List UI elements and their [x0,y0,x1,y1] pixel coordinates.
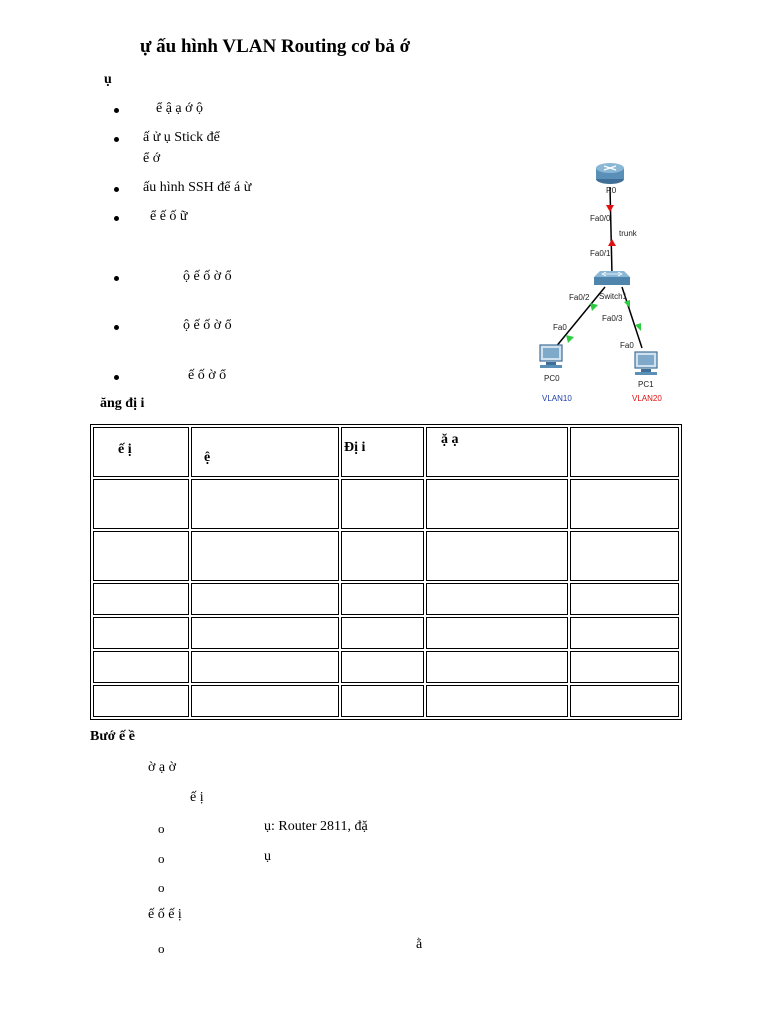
pc0-label: PC0 [544,374,560,383]
circle-bullet: o [158,851,165,866]
step-line: ế ị [190,790,204,805]
bullet-dot [114,108,119,113]
switch-right-port-status-icon [624,300,630,308]
addressing-table [90,424,682,720]
objective-item: ộ ế ố ờ ổ [183,318,232,333]
switch-label: Switch1 [599,292,628,301]
table-row [93,479,679,529]
vlan10-label: VLAN10 [542,394,572,403]
objective-item: ể ậ ạ ớ ộ [156,101,204,116]
router-switch-link [610,187,612,275]
pc1-icon [635,352,657,375]
bullet-dot [114,137,119,142]
bullet-dot [114,276,119,281]
step-heading: Bướ ế ề [90,729,135,744]
circle-bullet: o [158,941,165,956]
router-port-label: Fa0/0 [590,214,611,223]
bullet-dot [114,375,119,380]
bullet-dot [114,216,119,221]
table-header-cell: Đị i [341,427,424,477]
circle-bullet: o [158,821,165,836]
router-icon [596,163,624,184]
bullet-dot [114,187,119,192]
switch-uplink-label: Fa0/1 [590,249,611,258]
objective-item: ể ế ố ữ [150,209,188,224]
router-label: R0 [606,186,617,195]
router-port-status-icon [606,205,614,212]
bullet-dot [114,325,119,330]
objective-item: ấu hình SSH để á ừ [143,180,252,195]
table-header-cell [570,427,679,477]
objective-item: ể ớ [143,151,161,166]
table-header-row [93,427,679,477]
table-row [93,583,679,615]
table-header-cell: ế ị [93,427,189,477]
switch-left-port-label: Fa0/2 [569,293,590,302]
document-title: ự ấu hình VLAN Routing cơ bả ớ [140,36,411,57]
step-line: ụ [264,849,271,864]
table-header-cell: ệ [191,427,339,477]
objective-item: ộ ế ố ờ ổ [183,269,232,284]
switch-right-port-label: Fa0/3 [602,314,623,323]
step-line: ế ố ế ị [148,907,182,922]
circle-bullet: o [158,880,165,895]
table-row [93,685,679,717]
pc1-label: PC1 [638,380,654,389]
pc0-port-label: Fa0 [553,323,567,332]
pc0-icon [540,345,562,368]
objective-item: ấ ử ụ Stick để [143,130,220,145]
step-line: ằ [416,937,423,952]
table-heading: ăng đị i [100,396,145,411]
step-line: ụ: Router 2811, đặ [264,819,368,834]
vlan20-label: VLAN20 [632,394,662,403]
switch-uplink-status-icon [608,239,616,246]
table-row [93,531,679,581]
switch-left-port-status-icon [590,303,598,311]
pc0-port-status-icon [566,335,574,343]
table-row [93,651,679,683]
table-header-cell: ặ ạ [426,427,568,477]
table-row [93,617,679,649]
step-line: ờ ạ ờ [148,760,177,775]
switch-icon [594,271,630,285]
objectives-heading: ụ [104,72,112,87]
trunk-link-label: trunk [619,229,637,238]
pc1-port-label: Fa0 [620,341,634,350]
objective-item: ế ố ờ ổ [188,368,227,383]
